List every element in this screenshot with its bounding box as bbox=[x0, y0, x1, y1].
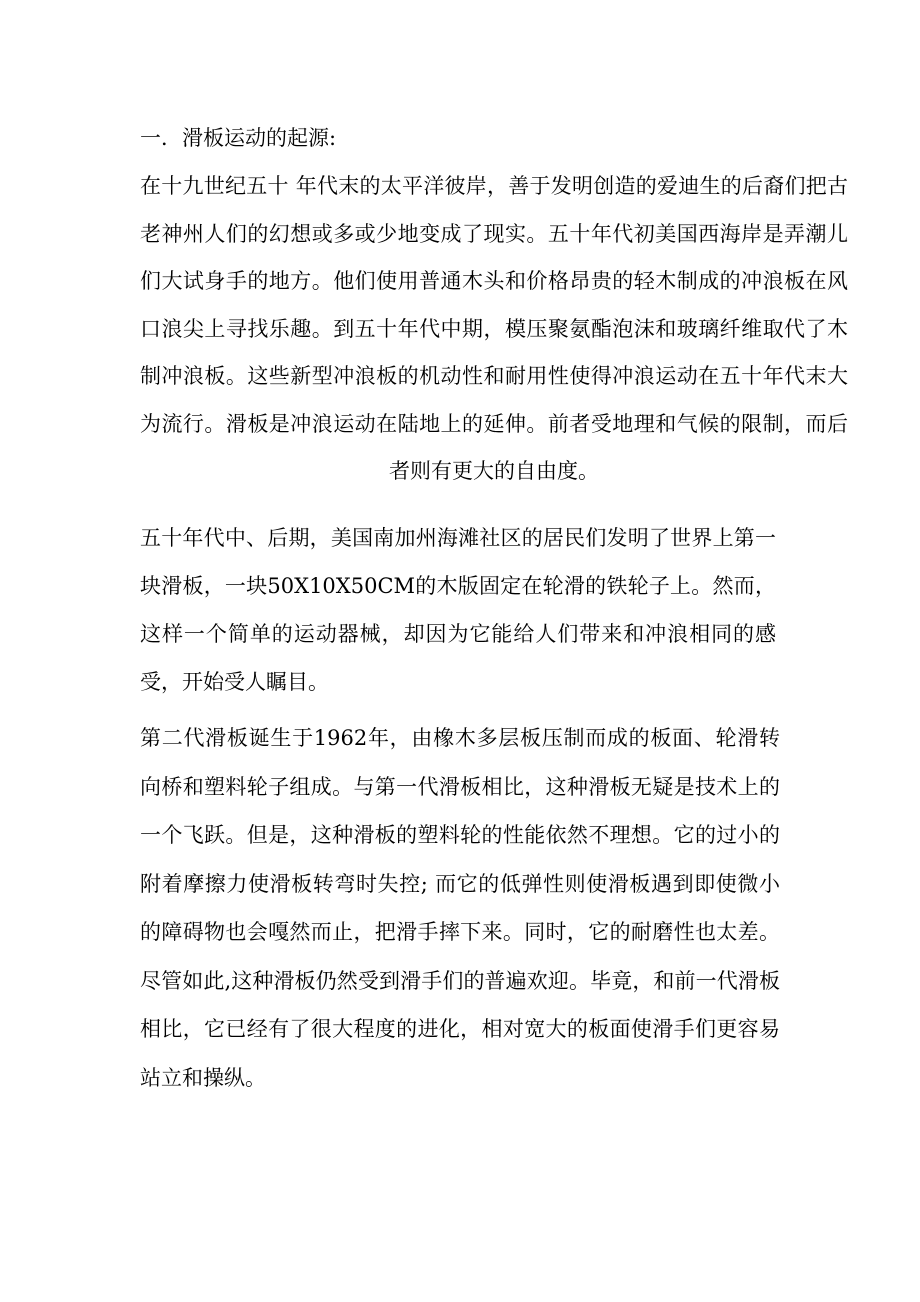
paragraph-second-generation: 第二代滑板诞生于1962年，由橡木多层板压制而成的板面、轮滑转向桥和塑料轮子组成。与第一代滑板相比，这种滑板无疑是技术上的一个飞跃。但是，这种滑板的塑料轮的性能依然不理想。它的过小的附着摩擦力使滑板转弯时失控; 而它的低弹性则使滑板遇到即使微小的障碍物也会嘎然而止，把滑手摔下来。同时，它的耐磨性也太差。尽管如此,这种滑板仍然受到滑手们的普遍欢迎。毕竟，和前一代滑板相比，它已经有了很大程度的进化，相对宽大的板面使滑手们更容易站立和操纵。 bbox=[140, 726, 780, 1090]
section-heading: 一．滑板运动的起源: bbox=[140, 126, 337, 150]
paragraph-first-skateboard: 五十年代中、后期，美国南加州海滩社区的居民们发明了世界上第一块滑板，一块50X10X50CM的木版固定在轮滑的铁轮子上。然而，这样一个简单的运动器械，却因为它能给人们带来和冲浪相同的感受，开始受人瞩目。 bbox=[140, 526, 776, 694]
paragraph-origin: 在十九世纪五十 年代末的太平洋彼岸，善于发明创造的爱迪生的后裔们把古老神州人们的幻想或多或少地变成了现实。五十年代初美国西海岸是弄潮儿们大试身手的地方。他们使用普通木头和价格昂贵的轻木制成的冲浪板在风口浪尖上寻找乐趣。到五十年代中期，模压聚氨酯泡沫和玻璃纤维取代了木制冲浪板。这些新型冲浪板的机动性和耐用性使得冲浪运动在五十年代末大为流行。滑板是冲浪运动在陆地上的延伸。前者受地理和气候的限制，而后者则有更大的自由度。 bbox=[140, 174, 848, 483]
